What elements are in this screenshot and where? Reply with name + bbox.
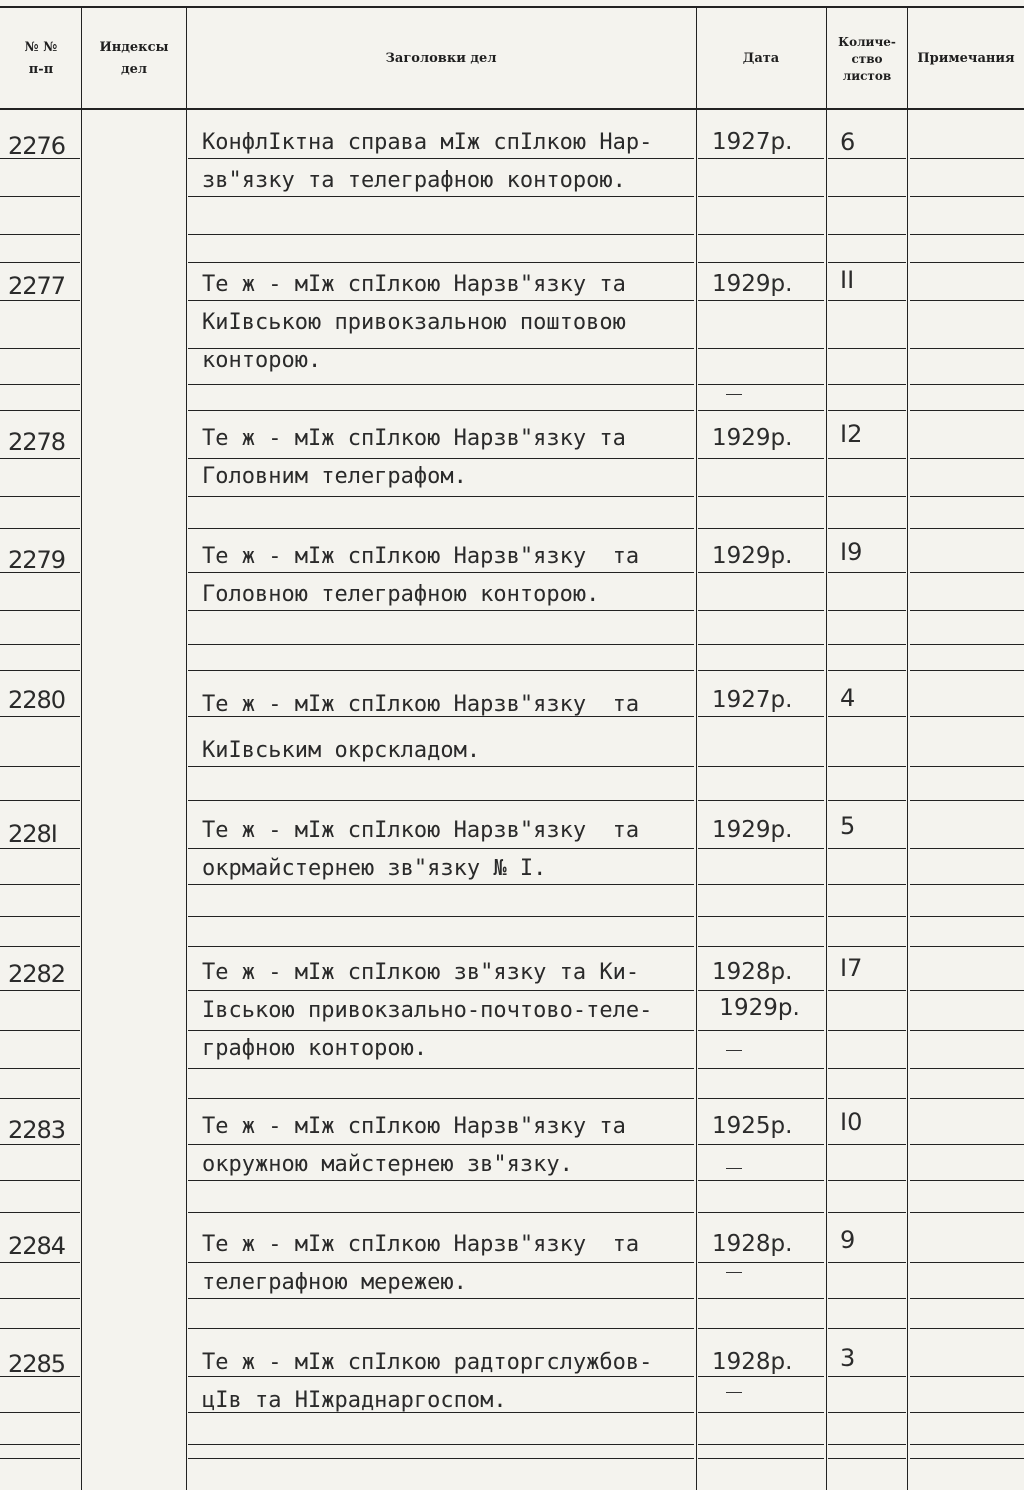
ruled-line [698,1144,824,1145]
ruled-line [910,1068,1024,1069]
ruled-line [698,1298,824,1299]
ruled-line [828,262,906,263]
date-dash [726,1272,742,1273]
ruled-line [828,1180,906,1181]
header-notes-text: Примечания [917,51,1015,66]
ruled-line [910,610,1024,611]
row-number: 2284 [8,1232,66,1260]
ruled-line [910,572,1024,573]
ruled-line [828,1030,906,1031]
ruled-line [0,300,80,301]
ruled-line [0,196,80,197]
ruled-line [910,670,1024,671]
ruled-line [0,884,80,885]
ruled-line [828,1376,906,1377]
ruled-line [910,916,1024,917]
ruled-line [698,528,824,529]
ruled-line [0,262,80,263]
ruled-line [188,1098,694,1099]
row-sheet-count: 4 [840,684,856,712]
ruled-line [0,800,80,801]
ruled-line [828,610,906,611]
row-title: Те ж - мІж спІлкою радторгслужбов- цІв та НІжраднаргоспом. [202,1350,653,1413]
ruled-line [698,348,824,349]
ruled-line [828,300,906,301]
ruled-line [188,800,694,801]
row-title: Те ж - мІж спІлкою зв"язку та Ки- Івською привокзально-почтово-теле- графною конторою. [202,960,653,1061]
ruled-line [910,1180,1024,1181]
row-number: 2285 [8,1350,66,1378]
ruled-line [910,1412,1024,1413]
column-rule-2 [186,8,187,1490]
ruled-line [698,234,824,235]
ruled-line [0,1298,80,1299]
row-number: 2278 [8,428,66,456]
row-date: 1928р. 1929р. [712,959,800,1021]
ruled-line [698,1098,824,1099]
ruled-line [828,990,906,991]
row-title: КонфлІктна справа мІж спІлкою Нар- зв"язку та телеграфною конторою. [202,130,653,193]
ruled-line [0,990,80,991]
header-titles-text: Заголовки дел [385,51,497,66]
ruled-line [910,848,1024,849]
ruled-line [0,1068,80,1069]
ruled-line [910,884,1024,885]
row-title: Те ж - мІж спІлкою Нарзв"язку та окружною майстернею зв"язку. [202,1114,626,1177]
ruled-line [910,348,1024,349]
ruled-line [828,572,906,573]
date-dash [726,394,742,395]
header-top-rule [0,6,1024,8]
ruled-line [188,1328,694,1329]
row-date: 1929р. [712,817,793,843]
header-index-line2: дел [120,62,148,77]
row-number: 2277 [8,272,66,300]
ruled-line [910,158,1024,159]
ruled-line [698,1412,824,1413]
ruled-line [910,946,1024,947]
ruled-line [0,458,80,459]
ruled-line [698,384,824,385]
ruled-line [910,196,1024,197]
row-title: Те ж - мІж спІлкою Нарзв"язку та Головним телеграфом. [202,426,626,489]
ruled-line [910,990,1024,991]
ruled-line [828,1412,906,1413]
ruled-line [910,1030,1024,1031]
column-rule-3 [696,8,697,1490]
row-sheet-count: I9 [840,538,863,566]
ruled-line [828,1144,906,1145]
ruled-line [828,1068,906,1069]
ruled-line [910,1328,1024,1329]
ruled-line [0,848,80,849]
header-count-line1: Количе- [838,34,896,49]
ruled-line [0,1328,80,1329]
header-bottom-rule [0,108,1024,110]
ruled-line [698,644,824,645]
ruled-line [0,1262,80,1263]
ruled-line [698,848,824,849]
row-number: 2282 [8,960,66,988]
header-date-text: Дата [742,51,780,66]
ruled-line [828,946,906,947]
ruled-line [910,1098,1024,1099]
row-title: Те ж - мІж спІлкою Нарзв"язку та телеграфною мережею. [202,1232,640,1295]
date-dash [726,1392,742,1393]
ruled-line [0,1444,80,1445]
header-count-line2: ство [851,51,883,66]
ruled-line [698,1212,824,1213]
ruled-line [188,644,694,645]
ruled-line [188,1444,694,1445]
ruled-line [910,458,1024,459]
ruled-line [910,644,1024,645]
ruled-line [0,528,80,529]
ruled-line [910,496,1024,497]
ruled-line [910,384,1024,385]
ruled-line [0,1212,80,1213]
row-sheet-count: 5 [840,812,856,840]
header-count-line3: листов [842,68,892,83]
ruled-line [910,1376,1024,1377]
date-dash [726,1050,742,1051]
header-number-line1: № № [24,40,58,55]
ruled-line [828,644,906,645]
row-date: 1925р. [712,1113,793,1139]
ruled-line [910,1444,1024,1445]
ruled-line [828,1458,906,1459]
ruled-line [188,234,694,235]
ruled-line [828,916,906,917]
row-date: 1928р. [712,1231,793,1257]
ruled-line [188,670,694,671]
ruled-line [828,496,906,497]
row-sheet-count: I7 [840,954,863,982]
ruled-line [0,384,80,385]
ruled-line [698,916,824,917]
ruled-line [698,1180,824,1181]
ruled-line [698,458,824,459]
ruled-line [910,234,1024,235]
header-index-line1: Индексы [99,40,169,55]
ruled-line [828,1262,906,1263]
ruled-line [188,384,694,385]
ruled-line [910,300,1024,301]
column-rule-4 [826,8,827,1490]
row-date: 1927р. [712,687,793,713]
ruled-line [698,1328,824,1329]
ruled-line [698,766,824,767]
row-sheet-count: 6 [840,128,856,156]
ruled-line [698,1262,824,1263]
ruled-line [0,1412,80,1413]
ruled-line [0,496,80,497]
ruled-line [0,410,80,411]
ruled-line [910,1262,1024,1263]
row-sheet-count: 9 [840,1226,856,1254]
ruled-line [828,410,906,411]
row-title: Те ж - мІж спІлкою Нарзв"язку та КиІвським окрскладом. [202,692,640,763]
ruled-line [0,716,80,717]
row-sheet-count: I0 [840,1108,863,1136]
row-date: 1929р. [712,271,793,297]
ruled-line [828,196,906,197]
ruled-line [828,716,906,717]
ruled-line [0,916,80,917]
ruled-line [910,1298,1024,1299]
row-title: Те ж - мІж спІлкою Нарзв"язку та Головною телеграфною конторою. [202,544,640,607]
header-titles [186,14,696,104]
ruled-line [828,884,906,885]
ruled-line [828,1444,906,1445]
ruled-line [188,528,694,529]
ruled-line [828,158,906,159]
ruled-line [910,528,1024,529]
ruled-line [910,1212,1024,1213]
row-date: 1928р. [712,1349,793,1375]
ruled-line [698,1458,824,1459]
ruled-line [828,848,906,849]
ruled-line [188,916,694,917]
ruled-line [828,458,906,459]
ruled-line [188,410,694,411]
ruled-line [910,766,1024,767]
ruled-line [698,884,824,885]
ruled-line [0,644,80,645]
ruled-line [698,262,824,263]
row-number: 2279 [8,546,66,574]
ruled-line [0,1180,80,1181]
ruled-line [698,610,824,611]
ruled-line [698,496,824,497]
ruled-line [828,1328,906,1329]
ruled-line [698,1444,824,1445]
ruled-line [0,610,80,611]
row-sheet-count: 3 [840,1344,856,1372]
ruled-line [0,234,80,235]
ruled-line [910,800,1024,801]
ruled-line [910,1144,1024,1145]
ruled-line [828,234,906,235]
row-sheet-count: II [840,266,855,294]
ruled-line [0,946,80,947]
row-title: Те ж - мІж спІлкою Нарзв"язку та окрмайстернею зв"язку № I. [202,818,640,881]
row-date: 1927р. [712,129,793,155]
ruled-line [188,1212,694,1213]
ruled-line [698,946,824,947]
ruled-line [188,946,694,947]
ruled-line [698,670,824,671]
ruled-line [828,348,906,349]
ruled-line [828,1298,906,1299]
ruled-line [0,1458,80,1459]
ruled-line [828,528,906,529]
ruled-line [698,800,824,801]
ruled-line [698,1068,824,1069]
ruled-line [0,766,80,767]
column-rule-1 [81,8,82,1490]
ruled-line [828,800,906,801]
ruled-line [828,384,906,385]
ruled-line [910,262,1024,263]
row-sheet-count: I2 [840,420,863,448]
row-date: 1929р. [712,543,793,569]
header-sheet-count [826,14,908,104]
ruled-line [698,410,824,411]
ruled-line [698,1030,824,1031]
ruled-line [0,348,80,349]
ruled-line [188,262,694,263]
header-date [696,14,826,104]
ruled-line [698,196,824,197]
row-number: 2276 [8,132,66,160]
header-number-line2: п-п [28,62,54,77]
ruled-line [910,1458,1024,1459]
row-number: 2283 [8,1116,66,1144]
row-title: Те ж - мІж спІлкою Нарзв"язку та КиІвською привокзальною поштовою конторою. [202,272,626,373]
ruled-line [188,1068,694,1069]
ruled-line [828,670,906,671]
row-date: 1929р. [712,425,793,451]
ruled-line [910,410,1024,411]
column-rule-5 [907,8,908,1490]
ruled-line [188,1458,694,1459]
ruled-line [910,716,1024,717]
ruled-line [0,1144,80,1145]
ruled-line [0,1098,80,1099]
ruled-line [828,1212,906,1213]
header-notes [908,14,1024,104]
header-index [82,14,186,104]
ruled-line [828,1098,906,1099]
ruled-line [0,1030,80,1031]
ruled-line [188,496,694,497]
header-number [0,14,82,104]
row-number: 228I [8,820,57,848]
date-dash [726,1168,742,1169]
ruled-line [828,766,906,767]
row-number: 2280 [8,686,66,714]
ruled-line [0,670,80,671]
